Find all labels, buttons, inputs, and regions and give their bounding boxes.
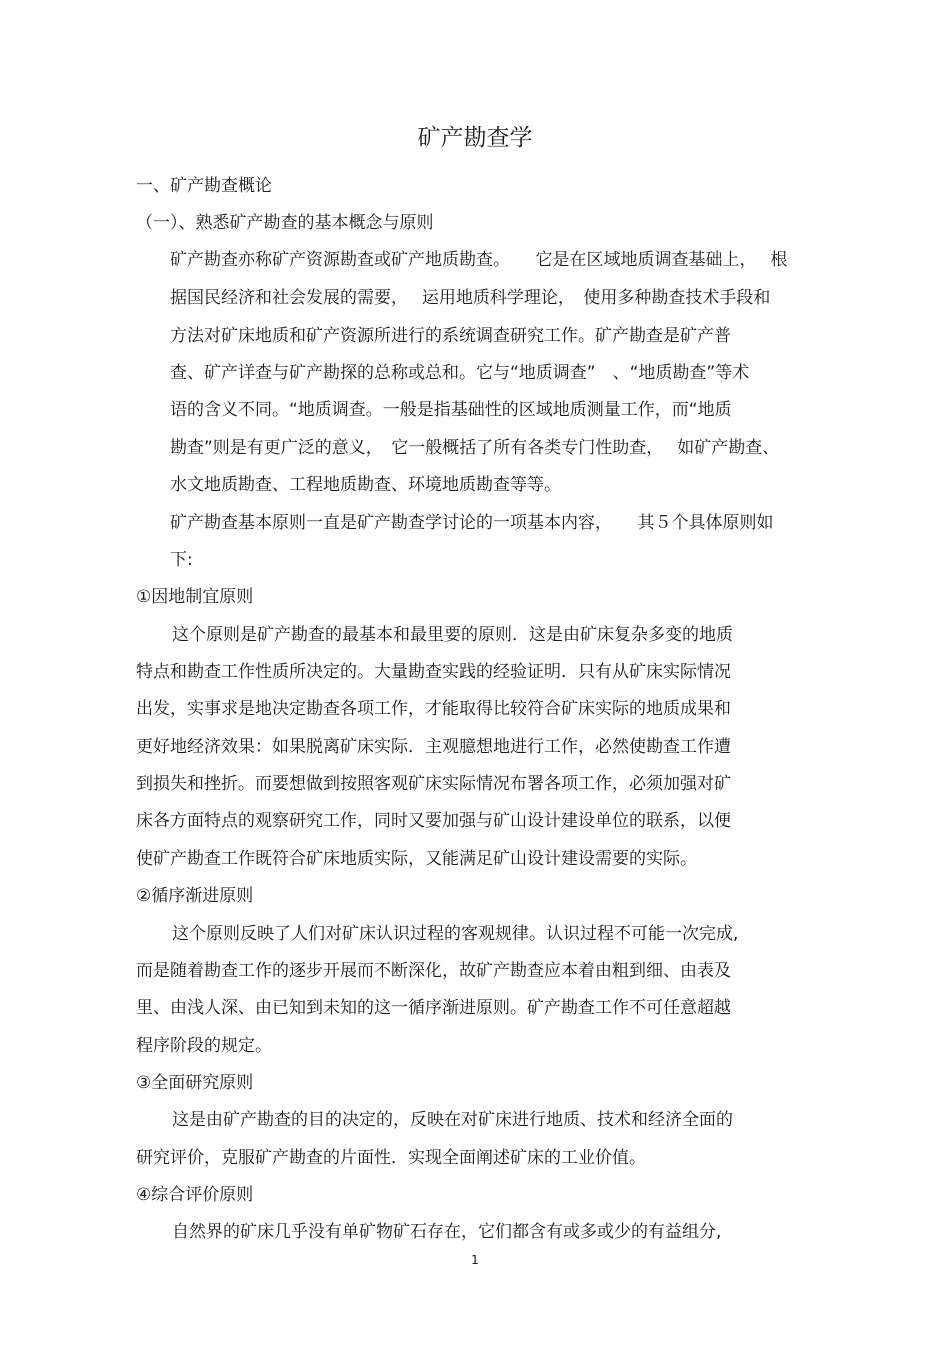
intro-line: 矿产勘查基本原则一直是矿产勘查学讨论的一项基本内容， 其５个具体原则如	[170, 513, 774, 533]
principle-line: 这个原则是矿产勘查的最基本和最里要的原则．这是由矿床复杂多变的地质	[172, 625, 733, 645]
principle-line: 这个原则反映了人们对矿床认识过程的客观规律。认识过程不可能一次完成,	[172, 924, 739, 944]
intro-line: 语的含义不同。“地质调查。一般是指基础性的区域地质测量工作，而“地质	[170, 400, 732, 420]
intro-line: 矿产勘查亦称矿产资源勘查或矿产地质勘查。 它是在区域地质调查基础上， 根	[170, 250, 788, 270]
principle-line: 出发，实事求是地决定勘查各项工作，才能取得比较符合矿床实际的地质成果和	[136, 699, 731, 719]
principle-line: 这是由矿产勘查的目的决定的，反映在对矿床进行地质、技术和经济全面的	[172, 1110, 733, 1130]
principle-heading: ①因地制宜原则	[136, 587, 254, 607]
intro-line: 查、矿产详查与矿产勘探的总称或总和。它与“地质调查” 、“地质勘查”等术	[170, 363, 750, 383]
principle-line: 特点和勘查工作性质所决定的。大量勘查实践的经验证明．只有从矿床实际情况	[136, 662, 731, 682]
principle-line: 而是随着勘查工作的逐步开展而不断深化，故矿产勘查应本着由粗到细、由表及	[136, 961, 731, 981]
principle-line: 里、由浅人深、由已知到未知的这一循序渐进原则。矿产勘查工作不可任意超越	[136, 998, 731, 1018]
principle-line: 自然界的矿床几乎没有单矿物矿石存在，它们都含有或多或少的有益组分,	[172, 1222, 722, 1242]
principle-line: 到损失和挫折。而要想做到按照客观矿床实际情况布署各项工作，必须加强对矿	[136, 774, 731, 794]
principle-heading: ③全面研究原则	[136, 1073, 254, 1093]
page-number: 1	[471, 1253, 479, 1267]
intro-line: 下:	[170, 550, 193, 570]
principle-heading: ④综合评价原则	[136, 1185, 254, 1205]
subsection-heading: （一）、熟悉矿产勘查的基本概念与原则	[136, 213, 434, 233]
principle-line: 研究评价，克服矿产勘查的片面性．实现全面阐述矿床的工业价值。	[136, 1148, 646, 1168]
intro-line: 方法对矿床地质和矿产资源所进行的系统调查研究工作。矿产勘查是矿产普	[170, 326, 731, 346]
page-title: 矿产勘查学	[417, 125, 533, 151]
principle-line: 更好地经济效果：如果脱离矿床实际．主观臆想地进行工作，必然使勘查工作遭	[136, 737, 731, 757]
intro-line: 水文地质勘查、工程地质勘查、环境地质勘查等等。	[170, 475, 561, 495]
principle-line: 床各方面特点的观察研究工作，同时又要加强与矿山设计建设单位的联系，以便	[136, 811, 731, 831]
principle-line: 使矿产勘查工作既符合矿床地质实际，又能满足矿山设计建设需要的实际。	[136, 849, 697, 869]
intro-line: 勘查”则是有更广泛的意义， 它一般概括了所有各类专门性助查， 如矿产勘查、	[170, 438, 780, 458]
principle-line: 程序阶段的规定。	[136, 1036, 272, 1056]
section-heading: 一、矿产勘查概论	[136, 176, 272, 196]
intro-line: 据国民经济和社会发展的需要， 运用地质科学理论， 使用多种勘查技术手段和	[170, 288, 771, 308]
principle-heading: ②循序渐进原则	[136, 886, 254, 906]
